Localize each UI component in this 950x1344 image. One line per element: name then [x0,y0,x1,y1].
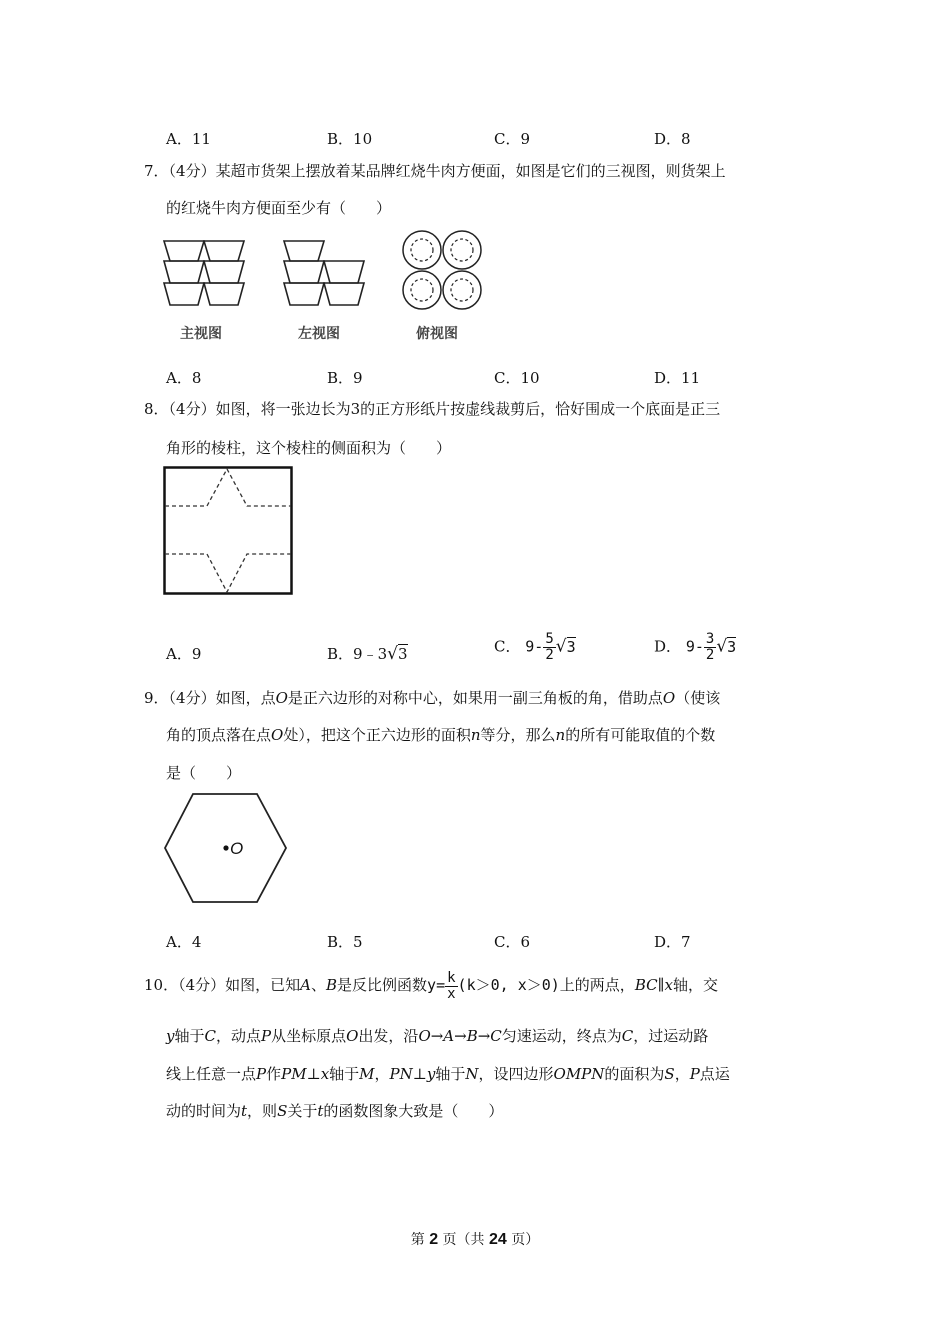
square-paper-figure [163,466,294,596]
q10-line2: y轴于C，动点P从坐标原点O出发，沿O→A→B→C匀速运动，终点为C，过运动路 [166,1027,709,1045]
left-view-figure [280,238,370,308]
front-view-caption: 主视图 [180,326,222,342]
q10-line4: 动的时间为t，则S关于t的函数图象大致是（ ） [166,1102,504,1120]
page-number: 2 [429,1231,439,1248]
q7-line1: 7．（4分）某超市货架上摆放着某品牌红烧牛肉方便面，如图是它们的三视图，则货架上 [144,162,726,180]
q8-line1: 8．（4分）如图，将一张边长为3的正方形纸片按虚线裁剪后，恰好围成一个底面是正三 [144,400,721,418]
q8-option-a: A．9 [166,645,202,663]
q9-option-c: C．6 [494,933,531,951]
q6-option-c: C．9 [494,130,531,148]
page-footer: 第 2 页（共 24 页） [410,1231,540,1248]
q7-option-d: D．11 [654,369,701,387]
q6-option-b: B．10 [327,130,373,148]
front-view-figure [160,238,250,308]
left-view-caption: 左视图 [298,326,340,342]
q7-line2: 的红烧牛肉方便面至少有（ ） [166,199,392,217]
hexagon-figure [163,792,289,904]
q9-line3: 是（ ） [166,764,242,782]
top-view-caption: 俯视图 [416,326,458,342]
page-total: 24 [489,1231,507,1248]
top-view-figure [400,228,484,312]
q7-option-c: C．10 [494,369,540,387]
q6-option-a: A．11 [166,130,211,148]
q8-option-d: D． 9- $\frac{3}{2}$ √3 [654,631,737,663]
q9-line2: 角的顶点落在点O处），把这个正六边形的面积n等分，那么n的所有可能取值的个数 [166,726,716,744]
q9-line1: 9．（4分）如图，点O是正六边形的对称中心，如果用一副三角板的角，借助点O（使该 [144,689,721,707]
q9-option-d: D．7 [654,933,691,951]
q9-option-b: B．5 [327,933,363,951]
q8-option-c: C． 9- $\frac{5}{2}$ √3 [494,631,576,663]
q8-line2: 角形的棱柱，这个棱柱的侧面积为（ ） [166,439,452,457]
hexagon-center-label: O [230,839,244,858]
q10-line1: 10．（4分）如图，已知A、B是反比例函数y= $\frac{k}{x}$ (k＞0, x＞0)上的两点，BC∥x轴，交 [144,969,719,1002]
q7-option-b: B．9 [327,369,363,387]
q8-option-b: B．9﹣3√3 [327,644,408,664]
q7-option-a: A．8 [166,369,202,387]
q10-line3: 线上任意一点P作PM⊥x轴于M，PN⊥y轴于N，设四边形OMPN的面积为S，P点运 [166,1065,730,1083]
q9-option-a: A．4 [166,933,202,951]
q6-option-d: D．8 [654,130,691,148]
